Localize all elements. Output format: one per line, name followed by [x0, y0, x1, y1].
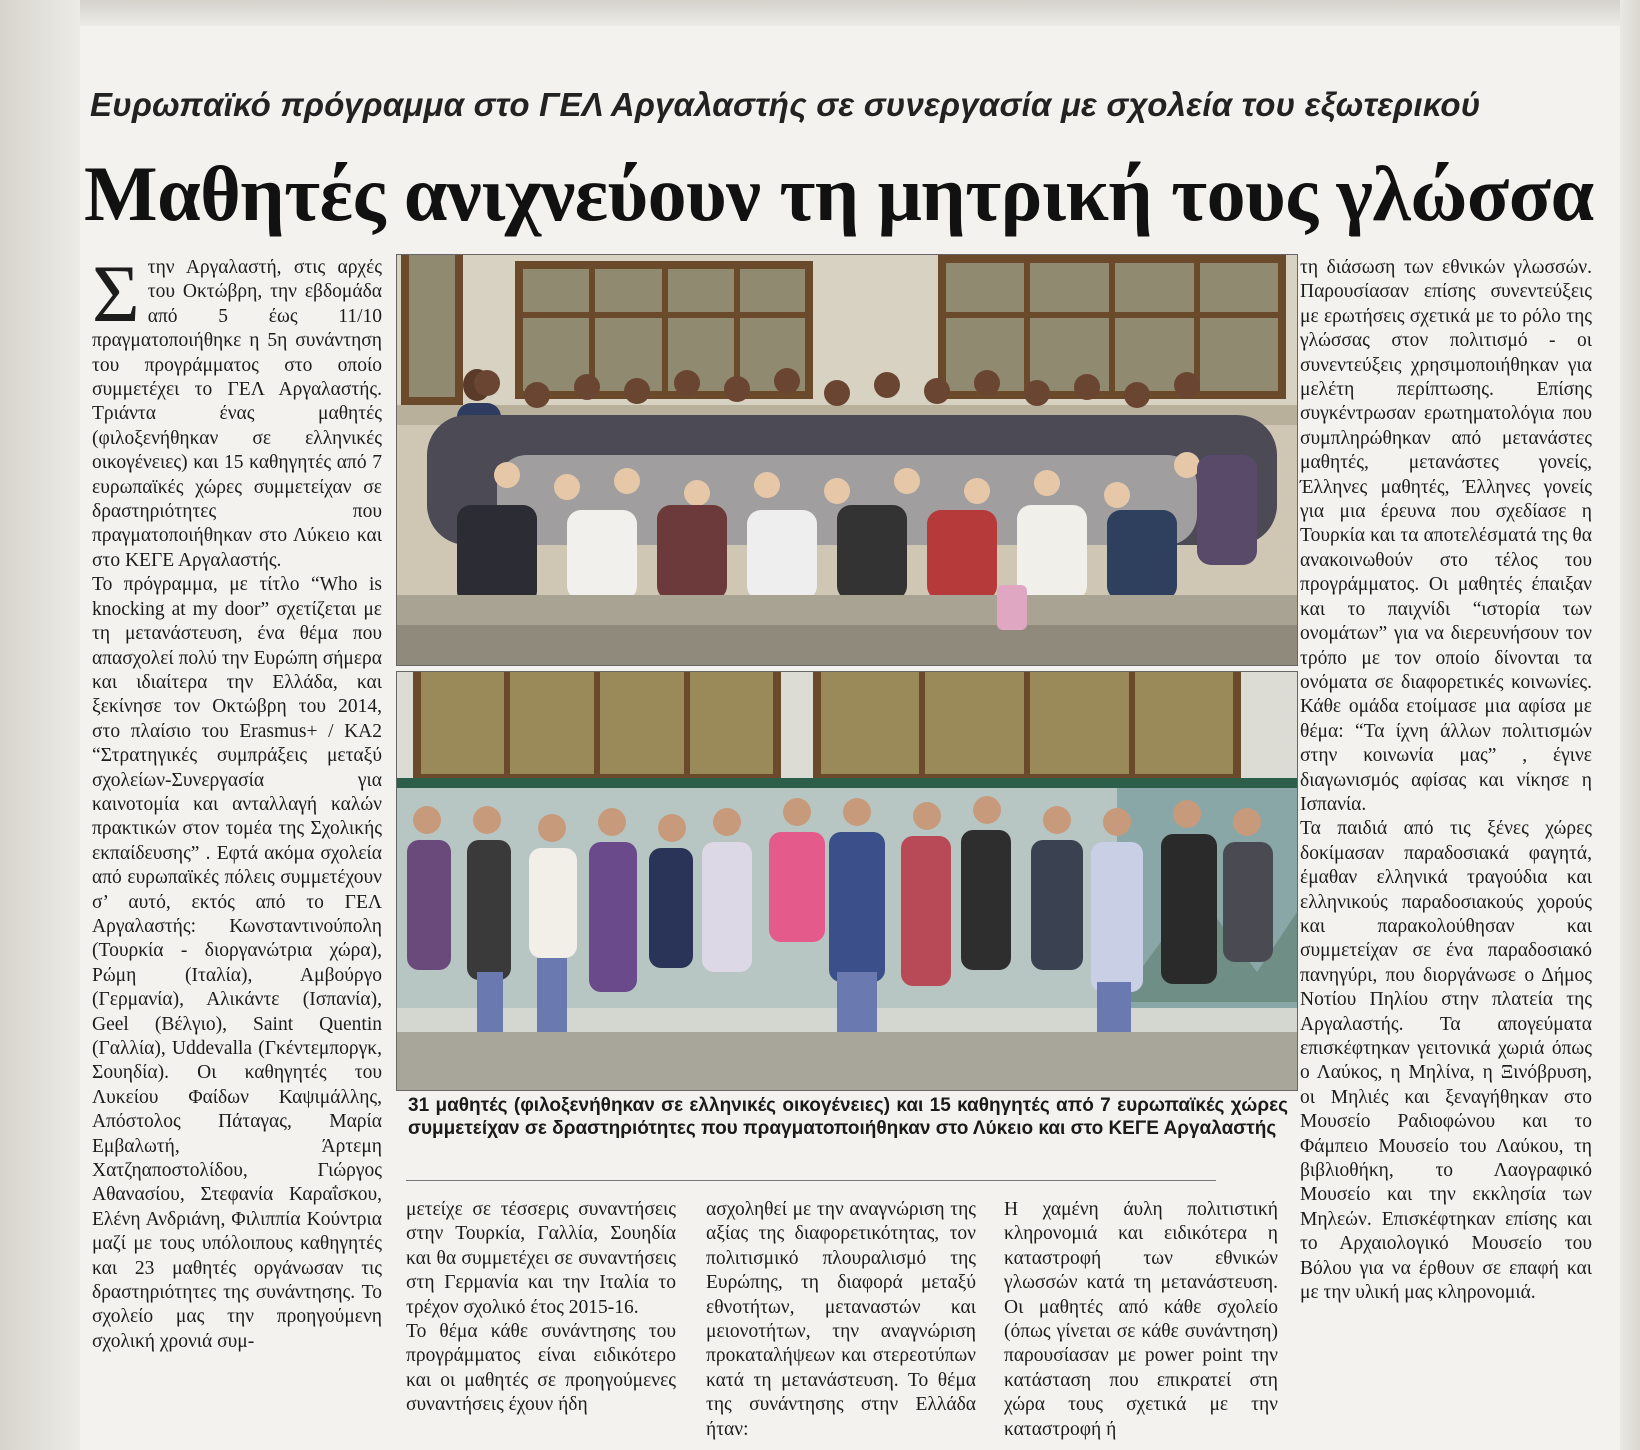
adjacent-page-edge-top [0, 0, 1640, 26]
caption-divider [406, 1180, 1216, 1181]
paragraph-intro-text: την Αργαλαστή, στις αρχές του Οκτώβρη, την εβδομάδα από 5 έως 11/10 πραγματοποιήθηκε η 5η συνάντηση του προγράμματος στο οποίο συμμετέχει το ΓΕΛ Αργαλαστής. Τριάντα ένας μαθητές (φιλοξενήθηκαν σε ελληνικές οικογένειες) και 15 καθηγητές από 7 ευρωπαϊκές χώρες συμμετείχαν σε δραστηριότητες που πραγματοποιήθηκαν στο Λύκειο και στο ΚΕΓΕ Αργαλαστής. [92, 257, 382, 571]
text-column-left [92, 248, 382, 1354]
text-column-right [1300, 256, 1592, 1305]
teachers-group-photo [396, 671, 1298, 1091]
text-column-bottom-3 [1004, 1198, 1278, 1442]
paragraph-right-b: Τα παιδιά από τις ξένες χώρες δοκίμασαν παραδοσιακά φαγητά, έμαθαν ελληνικά τραγούδια και ελληνικούς παραδοσιακούς χορούς και παρακολούθησαν και συμμετείχαν σε ένα παραδοσιακό πανηγύρι, που διοργάνωσε ο Δήμος Νοτίου Πηλίου στην πλατεία της Αργαλαστής. Τα απογεύματα επισκέφτηκαν γειτονικά χωριά όπως ο Λαύκος, η Μηλίνα, η Ξινόβρυση, οι Μηλιές και ξεναγήθηκαν στο Μουσείο Ραδιοφώνου και το Φάμπειο Μουσείο του Λαύκου, τη βιβλιοθήκη, το Λαογραφικό Μουσείο και την εκκλησία των Μηλεών. Επισκέφτηκαν επίσης και το Αρχαιολογικό Μουσείο του Βόλου για να έρθουν σε επαφή και με την υλική μας κληρονομιά. [1300, 818, 1592, 1304]
students-photo-illustration [397, 255, 1297, 665]
paragraph-b3: Η χαμένη άυλη πολιτιστική κληρονομιά και ειδικότερα η καταστροφή των εθνικών γλωσσών κατά τη μετανάστευση. Οι μαθητές από κάθε σχολείο (όπως γίνεται σε κάθε συνάντηση) παρουσίασαν με power point την κατάσταση που επικρατεί στη χώρα τους σχετικά με την καταστροφή ή [1004, 1199, 1278, 1440]
paragraph-b1-b: Το θέμα κάθε συνάντησης του προγράμματος είναι ειδικότερο και οι μαθητές σε προηγούμενες συναντήσεις έχουν ήδη [406, 1321, 676, 1416]
students-group-photo [396, 254, 1298, 666]
paragraph-right-a: τη διάσωση των εθνικών γλωσσών. Παρουσίασαν επίσης συνεντεύξεις με ερωτήσεις σχετικά με το ρόλο της γλώσσας στον πολιτισμό - οι συνεντεύξεις χρησιμοποιήθηκαν για μελέτη περίπτωσης. Επίσης συγκέντρωσαν ερωτηματολόγια που συμπληρώθηκαν από μετανάστες μαθητές, μετανάστες γονείς, Έλληνες μαθητές, Έλληνες γονείς για μια έρευνα που σχεδίασε η Τουρκία και τα αποτελέσματά της θα ανακοινωθούν στο τέλος του προγράμματος. Οι μαθητές έπαιξαν και το παιχνίδι “ιστορία των ονομάτων” για να διερευνήσουν τον τρόπο με τον οποίο δίνονται τα ονόματα σε διαφορετικές κοινωνίες. Κάθε ομάδα ετοίμασε μια αφίσα με θέμα: “Τα ίχνη άλλων πολιτισμών στην κοινωνία μας” , έγινε διαγωνισμός αφίσας και νίκησε η Ισπανία. [1300, 257, 1592, 815]
adjacent-page-edge-right [1620, 0, 1640, 1450]
text-column-bottom-1 [406, 1198, 676, 1418]
paragraph-program: Το πρόγραμμα, με τίτλο “Who is knocking at my door” σχετίζεται με τη μετανάστευση, ένα θέμα που απασχολεί πολύ την Ευρώπη σήμερα και ιδιαίτερα την Ελλάδα, και ξεκίνησε τον Οκτώβρη του 2014, στο πλαίσιο του Erasmus+ / KA2 “Στρατηγικές συμπράξεις μεταξύ σχολείων-Συνεργασία για καινοτομία και ανταλλαγή καλών πρακτικών στον τομέα της Σχολικής εκπαίδευσης” . Εφτά ακόμα σχολεία από ευρωπαϊκές πόλεις συμμετέχουν σ’ αυτό, εκτός από το ΓΕΛ Αργαλαστής: Κωνσταντινούπολη (Τουρκία - διοργανώτρια χώρα), Ρώμη (Ιταλία), Αμβούργο (Γερμανία), Αλικάντε (Ισπανία), Geel (Βέλγιο), Saint Quentin (Γαλλία), Uddevalla (Γκέντεμποργκ, Σουηδία). Οι καθηγητές του Λυκείου Φαίδων Καψιμάλλης, Απόστολος Πάταγας, Μαρία Εμβαλωτή, Άρτεμη Χατζηαποστολίδου, Γιώργος Αθανασίου, Στεφανία Καραΐσκου, Ελένη Ανδριάνη, Φιλιππία Κούντρια μαζί με τους υπόλοιπους καθηγητές και 23 μαθητές οργάνωσαν τις δραστηριότητες της συνάντησης. Το σχολείο μας την προηγούμενη σχολική χρονιά συμ- [92, 574, 382, 1352]
article-headline: Μαθητές ανιχνεύουν τη μητρική τους γλώσσα [84, 150, 1594, 237]
drop-cap: Σ [92, 248, 140, 339]
adjacent-page-edge-left [0, 0, 80, 1450]
paragraph-b2: ασχοληθεί με την αναγνώριση της αξίας της διαφορετικότητας, τον πολιτισμικό πλουραλισμό της Ευρώπης, τη διαφορά μεταξύ εθνοτήτων, μεταναστών και μειονοτήτων, την αναγνώριση προκαταλήψεων και στερεοτύπων κατά τη μετανάστευση. Το θέμα της συνάντησης στην Ελλάδα ήταν: [706, 1199, 976, 1440]
article-kicker: Ευρωπαϊκό πρόγραμμα στο ΓΕΛ Αργαλαστής σε συνεργασία με σχολεία του εξωτερικού [90, 86, 1481, 123]
photo-caption: 31 μαθητές (φιλοξενήθηκαν σε ελληνικές οικογένειες) και 15 καθηγητές από 7 ευρωπαϊκές χώρες συμμετείχαν σε δραστηριότητες που πραγματοποιήθηκαν στο Λύκειο και στο ΚΕΓΕ Αργαλαστής [408, 1095, 1288, 1139]
paragraph-b1-a: μετείχε σε τέσσερις συναντήσεις στην Τουρκία, Γαλλία, Σουηδία και θα συμμετέχει σε συναντήσεις στη Γερμανία και την Ιταλία το τρέχον σχολικό έτος 2015-16. [406, 1199, 676, 1318]
text-column-bottom-2 [706, 1198, 976, 1442]
teachers-photo-illustration [397, 672, 1297, 1090]
paragraph-intro [92, 248, 382, 573]
